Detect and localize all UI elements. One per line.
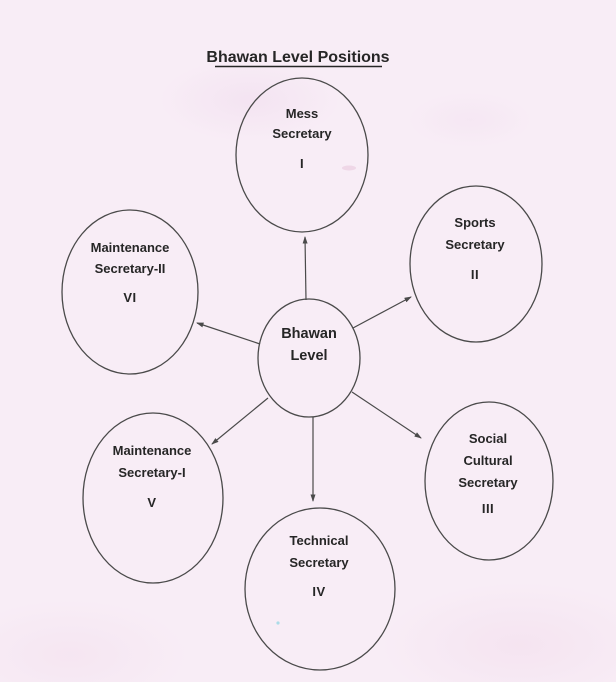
maintenance-secretary-1-numeral: V (147, 495, 157, 510)
maintenance-secretary-1-label-line2: Secretary-I (118, 465, 186, 480)
bhawan-level-label-line1: Bhawan (281, 326, 337, 342)
sports-secretary-numeral: II (470, 267, 480, 282)
maintenance-secretary-2-label-line1: Maintenance (90, 240, 170, 255)
node-maintenance-secretary-1 (83, 413, 223, 583)
arrow-center-to-maintenance1 (212, 398, 268, 444)
technical-secretary-numeral: IV (312, 584, 326, 599)
connector-arrows (197, 237, 421, 501)
node-maintenance-secretary-2 (62, 210, 198, 374)
node-technical-secretary (245, 508, 395, 670)
sports-secretary-ellipse (410, 186, 542, 342)
mess-secretary-label-line1: Mess (285, 106, 319, 121)
maintenance-secretary-2-numeral: VI (123, 290, 137, 305)
arrow-center-to-mess (305, 237, 306, 300)
bhawan-level-label-line2: Level (290, 348, 328, 364)
mess-secretary-numeral: I (299, 156, 305, 171)
social-cultural-secretary-numeral: III (481, 501, 495, 516)
technical-secretary-label-line2: Secretary (289, 555, 349, 570)
social-cultural-secretary-label-line2: Cultural (463, 453, 513, 468)
arrow-center-to-social (352, 392, 421, 438)
social-cultural-secretary-label-line3: Secretary (458, 475, 518, 490)
social-cultural-secretary-label-line1: Social (468, 431, 508, 446)
maintenance-secretary-2-label-line2: Secretary-II (94, 261, 166, 276)
maintenance-secretary-1-label-line1: Maintenance (112, 443, 192, 458)
scan-artifact-dot (276, 621, 279, 624)
node-bhawan-level (258, 299, 360, 417)
sports-secretary-label-line2: Secretary (445, 237, 505, 252)
mess-secretary-ellipse (236, 78, 368, 232)
sports-secretary-label-line1: Sports (454, 215, 496, 230)
diagram-title: Bhawan Level Positions (206, 49, 390, 66)
node-sports-secretary (410, 186, 542, 342)
technical-secretary-label-line1: Technical (289, 533, 349, 548)
scan-smudge (342, 166, 356, 171)
arrow-center-to-maintenance2 (197, 323, 260, 344)
mess-secretary-label-line2: Secretary (272, 126, 332, 141)
node-social-cultural-secretary (425, 402, 553, 560)
arrow-center-to-sports (353, 297, 411, 328)
node-mess-secretary (236, 78, 368, 232)
